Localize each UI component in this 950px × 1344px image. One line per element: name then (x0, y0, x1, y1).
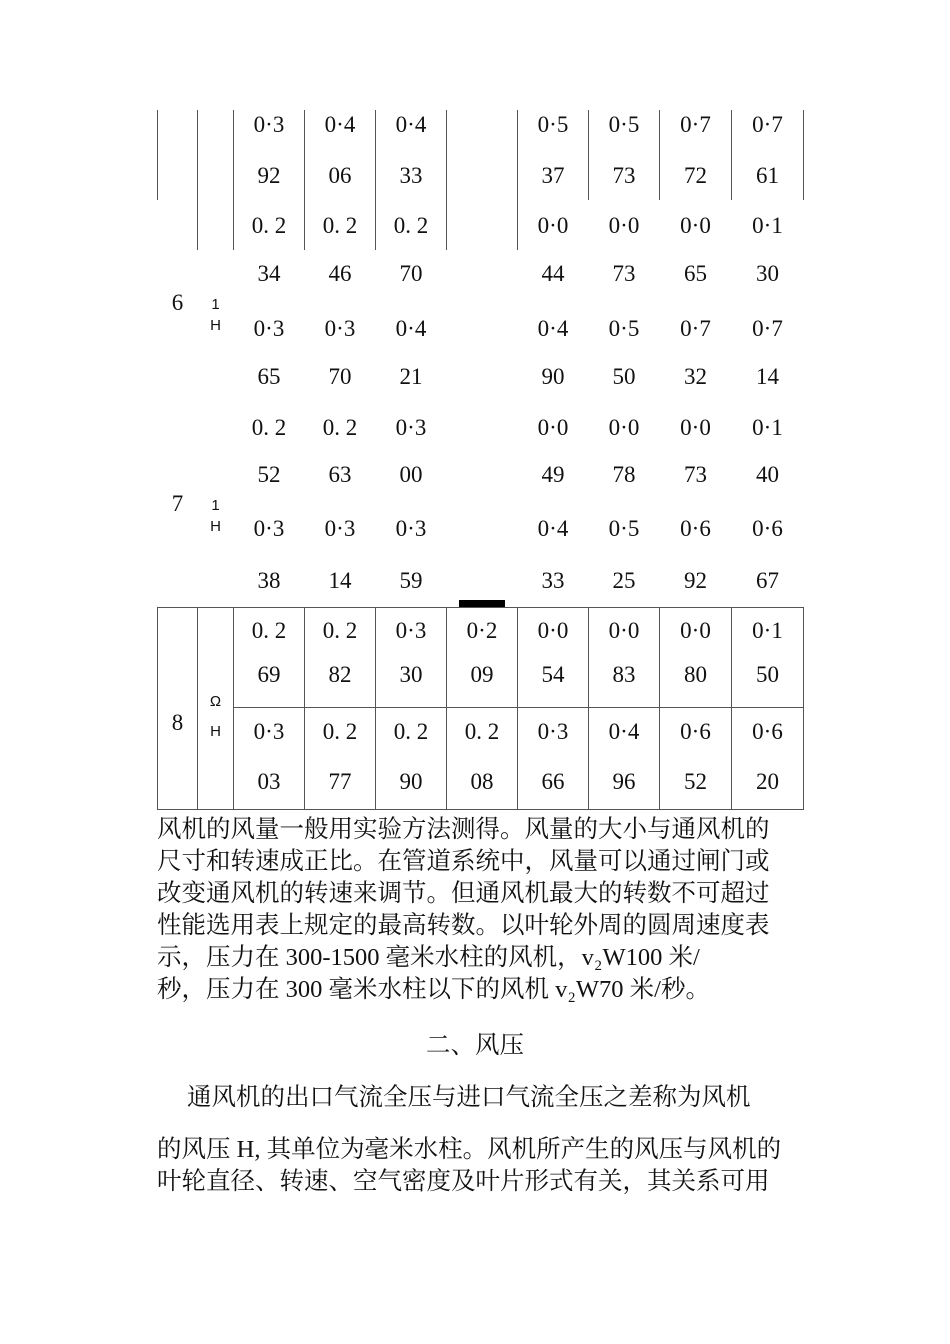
table-cell: 0·0 (608, 618, 640, 643)
table-cell: 0·7 (752, 112, 783, 137)
table-cell: 0. 2 (322, 618, 358, 643)
table-cell: 32 (684, 364, 707, 389)
table-cell: 0·3 (324, 516, 356, 541)
table-cell: 0·3 (253, 316, 285, 341)
paragraph-pressure-line1 (187, 1082, 847, 1114)
table-cell: 09 (470, 662, 494, 687)
table-cell: 0. 2 (464, 719, 500, 744)
row-symbol: H (210, 317, 221, 334)
table-cell: 61 (756, 163, 779, 188)
table-cell: 0·3 (395, 516, 427, 541)
row-symbol: H (210, 518, 221, 535)
table-cell: 66 (541, 769, 565, 794)
table-cell: 0·4 (395, 112, 427, 137)
table-cell: 20 (756, 769, 779, 794)
table-cell: 0. 2 (322, 415, 358, 440)
table-cell: 50 (612, 364, 636, 389)
table-cell: 30 (756, 261, 779, 286)
table-cell: 63 (328, 462, 352, 487)
paragraph-airflow (157, 814, 817, 1006)
table-cell: 52 (257, 462, 281, 487)
table-cell: 0. 2 (251, 415, 287, 440)
table-cell: 08 (470, 769, 494, 794)
table-cell: 03 (257, 769, 281, 794)
table-cell: 21 (399, 364, 423, 389)
table-cell: 80 (684, 662, 707, 687)
table-cell: 0·0 (680, 213, 711, 238)
table-cell: 14 (756, 364, 779, 389)
table-cell: 0·4 (608, 719, 640, 744)
table-cell: 82 (328, 662, 352, 687)
table-cell: 0·4 (395, 316, 427, 341)
table-cell: 33 (541, 568, 565, 593)
row-symbol: 1 (211, 296, 220, 313)
table-cell: 92 (257, 163, 281, 188)
table-cell: 06 (328, 163, 352, 188)
table-cell: 0·0 (537, 618, 569, 643)
table-cell: 54 (541, 662, 565, 687)
table-cell: 0·3 (253, 112, 285, 137)
table-cell: 0·0 (680, 415, 711, 440)
table-cell: 0·5 (537, 112, 569, 137)
table-cell: 0·0 (537, 213, 569, 238)
table-cell: 0·0 (537, 415, 569, 440)
table-cell: 77 (328, 769, 352, 794)
table-cell: 0. 2 (393, 213, 429, 238)
table-cell: 37 (541, 163, 565, 188)
table-cell: 0. 2 (322, 213, 358, 238)
table-cell: 44 (541, 261, 565, 286)
table-cell: 14 (328, 568, 352, 593)
row-symbol: 1 (211, 497, 220, 514)
table-cell: 0·6 (680, 719, 711, 744)
paragraph-line: 性能选用表上规定的最高转数。以叶轮外周的圆周速度表 (157, 912, 770, 939)
table-cell: 73 (684, 462, 707, 487)
table-cell: 0·5 (608, 112, 640, 137)
row-number: 7 (171, 491, 184, 516)
table-cell: 0·1 (752, 618, 783, 643)
table-cell: 0·1 (752, 415, 783, 440)
table-cell: 46 (328, 261, 352, 286)
row-symbol: Ω (209, 693, 222, 710)
table-cell: 0·5 (608, 316, 640, 341)
table-cell: 0·6 (680, 516, 711, 541)
table-cell: 78 (612, 462, 636, 487)
table-cell: 0·3 (324, 316, 356, 341)
table-cell: 70 (328, 364, 352, 389)
table-cell: 00 (399, 462, 423, 487)
table-cell: 90 (399, 769, 423, 794)
paragraph-line: 叶轮直径、转速、空气密度及叶片形式有关，其关系可用 (157, 1168, 770, 1195)
table-cell: 38 (257, 568, 281, 593)
paragraph-line: 的风压 H, 其单位为毫米水柱。风机所产生的风压与风机的 (157, 1136, 782, 1163)
table-cell: 59 (399, 568, 423, 593)
table-cell: 0·3 (253, 516, 285, 541)
table-cell: 34 (257, 261, 281, 286)
table-cell: 90 (541, 364, 565, 389)
paragraph-line: 秒，压力在 300 毫米水柱以下的风机 v₂W70 米/秒。 (157, 976, 710, 1003)
table-cell: 0·7 (680, 316, 711, 341)
table-cell: 0·4 (324, 112, 356, 137)
section-heading: 二、风压 (426, 1032, 524, 1059)
table-cell: 0·2 (466, 618, 498, 643)
table-cell: 73 (612, 261, 636, 286)
table-cell: 0·0 (608, 415, 640, 440)
table-cell: 96 (612, 769, 636, 794)
table-cell: 69 (257, 662, 281, 687)
table-cell: 73 (612, 163, 636, 188)
table-cell: 65 (684, 261, 707, 286)
table-cell: 83 (612, 662, 636, 687)
table-cell: 25 (612, 568, 636, 593)
table-cell: 0. 2 (322, 719, 358, 744)
table-cell: 40 (756, 462, 779, 487)
table-cell: 33 (399, 163, 423, 188)
paragraph-line: 风机的风量一般用实验方法测得。风量的大小与通风机的 (157, 816, 770, 843)
table-cell: 65 (257, 364, 281, 389)
table-cell: 0·7 (680, 112, 711, 137)
paragraph-line: 改变通风机的转速来调节。但通风机最大的转数不可超过 (157, 880, 770, 907)
table-cell: 0·6 (752, 516, 783, 541)
table-cell: 0·4 (537, 316, 569, 341)
paragraph-line: 示，压力在 300-1500 毫米水柱的风机，v₂W100 米/ (157, 944, 700, 971)
row-number: 6 (171, 290, 184, 315)
table-cell: 0·0 (680, 618, 711, 643)
table-cell: 0·3 (253, 719, 285, 744)
paragraph-line: 尺寸和转速成正比。在管道系统中，风量可以通过闸门或 (157, 848, 770, 875)
table-cell: 0. 2 (393, 719, 429, 744)
table-cell: 0·1 (752, 213, 783, 238)
paragraph-pressure (157, 1134, 817, 1198)
table-cell: 0·6 (752, 719, 783, 744)
table-cell: 0. 2 (251, 213, 287, 238)
table-cell: 0·0 (608, 213, 640, 238)
table-cell: 0·4 (537, 516, 569, 541)
table-cell: 0·3 (395, 618, 427, 643)
table-cell: 70 (399, 261, 423, 286)
table-cell: 52 (684, 769, 707, 794)
row-number: 8 (171, 710, 184, 735)
table-cell: 72 (684, 163, 707, 188)
table-cell: 30 (399, 662, 423, 687)
paragraph-line: 通风机的出口气流全压与进口气流全压之差称为风机 (187, 1084, 751, 1111)
table-cell: 0·3 (395, 415, 427, 440)
table-cell: 50 (756, 662, 779, 687)
table-cell: 49 (541, 462, 565, 487)
table-cell: 0·3 (537, 719, 569, 744)
table-cell: 0·5 (608, 516, 640, 541)
row-symbol: H (210, 723, 221, 740)
table-cell: 92 (684, 568, 707, 593)
table-cell: 0·7 (752, 316, 783, 341)
table-cell: 67 (756, 568, 779, 593)
table-cell: 0. 2 (251, 618, 287, 643)
